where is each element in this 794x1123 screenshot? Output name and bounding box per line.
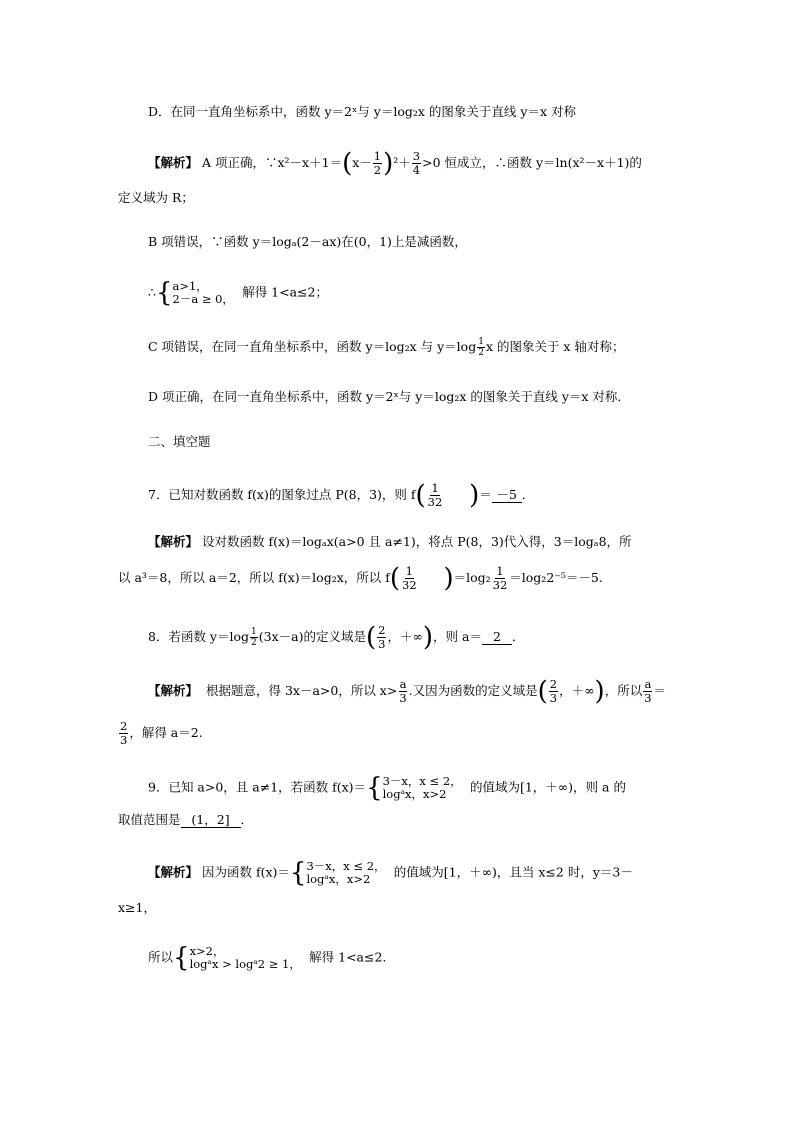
fraction: $\frac{a}{3}$ <box>399 677 407 705</box>
analysis-8-line2: $\frac{2}{3}$ ，解得 a＝2. <box>120 719 203 747</box>
log-base-half: $\frac{1}{2}$ <box>251 627 257 648</box>
fraction: $\frac{1}{32}$ <box>402 564 417 592</box>
section-title: 二、填空题 <box>148 434 211 449</box>
analysis-9-line1: 【解析】 因为函数 f(x)＝{ 3－x，x ≤ 2， logᵃx，x>2 的值域为[1，＋∞)，且当 x≤2 时，y＝3－ <box>148 858 633 888</box>
question-7: 7．已知对数函数 f(x)的图象过点 P(8，3)，则 f( $\frac{1}{32}$ )＝ －5 ． <box>148 480 535 511</box>
fraction: $\frac{1}{32}$ <box>427 481 443 509</box>
analysis-d-line: D 项正确，在同一直角坐标系中，函数 y＝2ˣ与 y＝log₂x 的图象关于直线 y＝x 对称． <box>148 389 630 404</box>
fraction: $\frac{2}{3}$ <box>549 677 558 705</box>
question-8: 8．若函数 y＝log $\frac{1}{2}$ (3x－a)的定义域是( $\frac{2}{3}$ ，＋∞)，则 a＝ 2 ． <box>148 622 525 653</box>
log-base-half: $\frac{1}{2}$ <box>478 337 484 358</box>
piecewise-system: 3－x，x ≤ 2， logᵃx，x>2 <box>306 859 386 886</box>
answer-blank: 2 <box>482 630 512 645</box>
analysis-8-line1: 【解析】 根据题意，得 3x－a>0，所以 x> $\frac{a}{3}$ .又因为函数的定义域是( $\frac{2}{3}$ ，＋∞)，所以 $\frac{a}{3}$ ＝ <box>148 676 667 707</box>
analysis-9-line2: x≥1， <box>118 900 156 915</box>
analysis-a-line: 【解析】 A 项正确，∵x²－x＋1＝(x－ $\frac{1}{2}$ )²＋ $\frac{3}{4}$ >0 恒成立，∴函数 y＝ln(x²－x＋1)的 <box>148 148 642 179</box>
fraction: $\frac{3}{4}$ <box>412 149 421 177</box>
analysis-c-line: C 项错误，在同一直角坐标系中，函数 y＝log₂x 与 y＝log $\frac{1}{2}$ x 的图象关于 x 轴对称； <box>148 337 625 358</box>
fraction: $\frac{a}{3}$ <box>644 677 652 705</box>
answer-blank: －5 <box>492 488 522 503</box>
analysis-7-line1: 【解析】 设对数函数 f(x)＝logₐx(a>0 且 a≠1)，将点 P(8，3)代入得，3＝logₐ8，所 <box>148 534 632 549</box>
answer-blank: (1，2] <box>181 813 241 828</box>
fraction: $\frac{1}{2}$ <box>373 149 382 177</box>
option-d-text: D．在同一直角坐标系中，函数 y＝2ˣ与 y＝log₂x 的图象关于直线 y＝x 对称 <box>148 104 576 119</box>
piecewise-system: 3－x，x ≤ 2， logᵃx，x>2 <box>382 774 462 801</box>
analysis-tag: 【解析】 <box>148 155 199 170</box>
analysis-9-line3: 所以{ x>2， logᵃx > logᵃ2 ≥ 1， 解得 1<a≤2. <box>148 943 387 973</box>
question-9-line2: 取值范围是 (1，2] ． <box>118 812 254 827</box>
analysis-b-line: B 项错误，∵函数 y＝logₐ(2－ax)在(0，1)上是减函数， <box>148 234 467 249</box>
analysis-7-line2: 以 a³＝8，所以 a＝2，所以 f(x)＝log₂x，所以 f( $\frac{1}{32}$ )＝log₂ $\frac{1}{32}$ ＝log₂2⁻⁵＝－5. <box>118 563 603 594</box>
inequality-system: x>2， logᵃx > logᵃ2 ≥ 1， <box>189 944 301 971</box>
fraction: $\frac{2}{3}$ <box>378 623 386 651</box>
fraction: $\frac{1}{32}$ <box>492 564 508 592</box>
fraction: $\frac{2}{3}$ <box>120 719 128 747</box>
inequality-system: a>1， 2－a ≥ 0， <box>172 279 234 306</box>
analysis-a-line2: 定义域为 R； <box>118 190 194 205</box>
question-9: 9．已知 a>0，且 a≠1，若函数 f(x)＝{ 3－x，x ≤ 2， logᵃx，x>2 的值域为[1，＋∞)，则 a 的 <box>148 773 626 803</box>
analysis-b-system: ∴{ a>1， 2－a ≥ 0， 解得 1<a≤2； <box>148 278 328 308</box>
